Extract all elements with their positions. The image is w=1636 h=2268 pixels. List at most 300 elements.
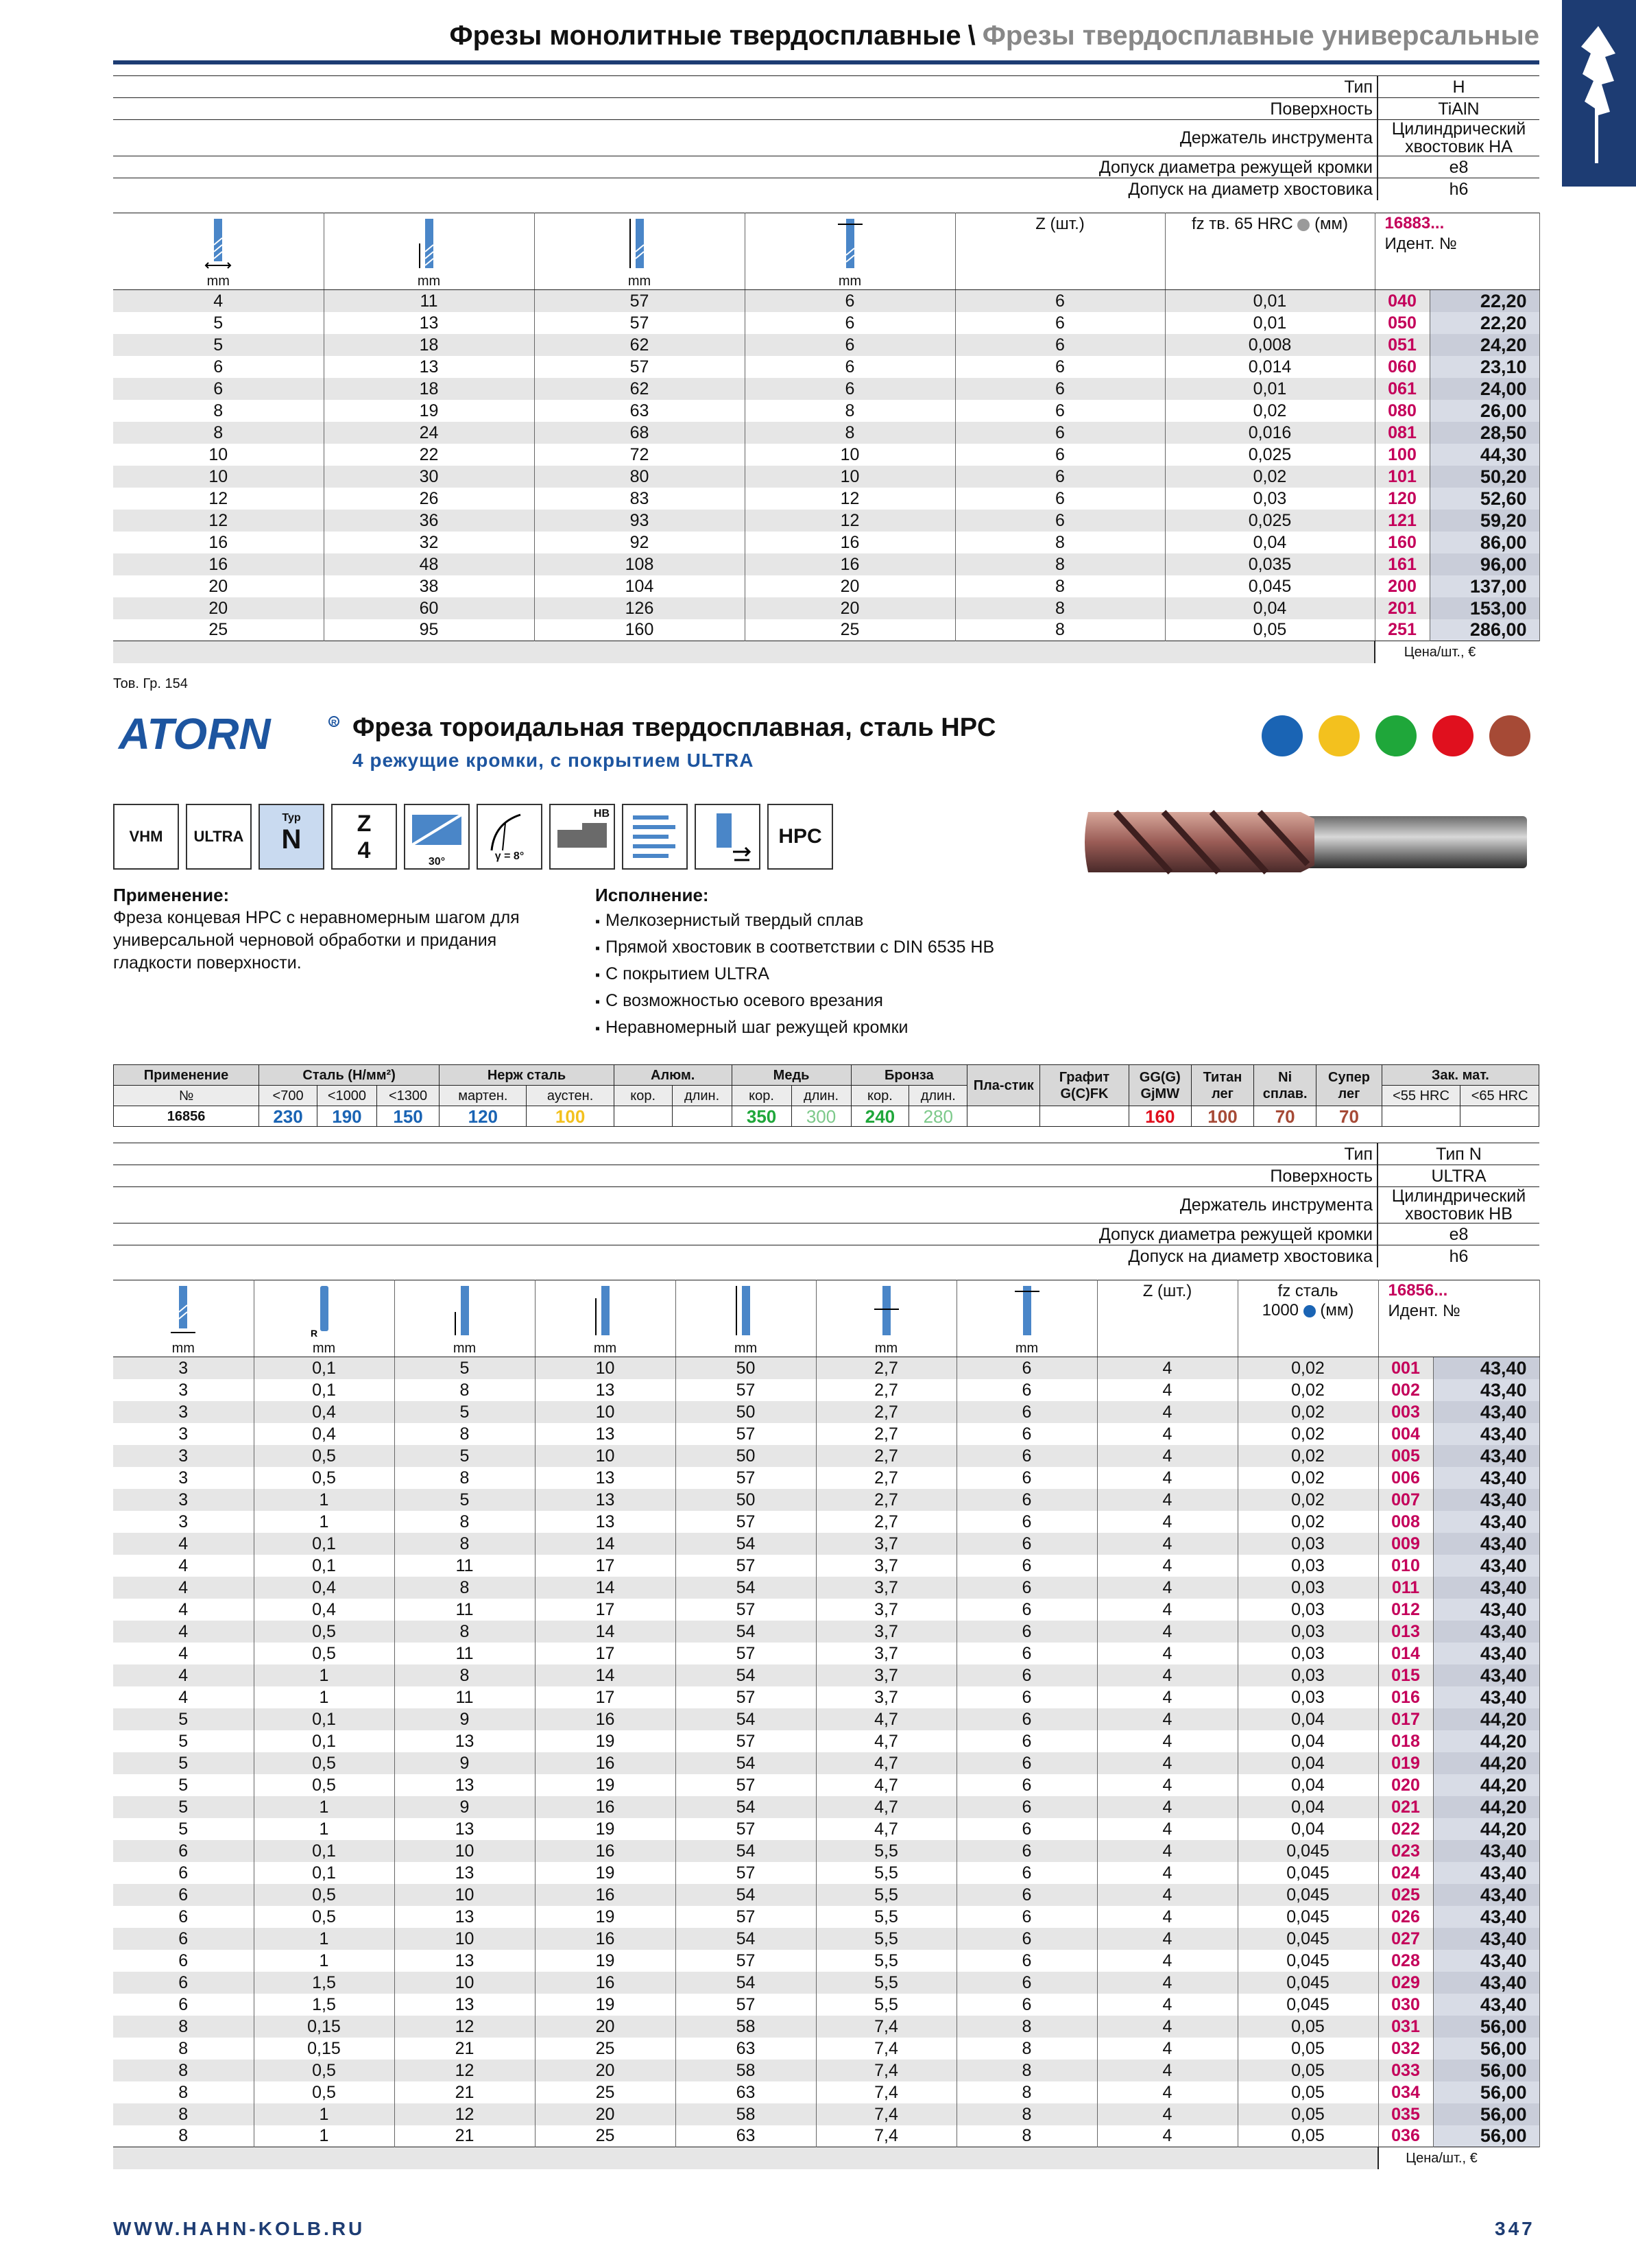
table-cell: 4 xyxy=(1097,1774,1238,1796)
table-cell: 4 xyxy=(1097,1577,1238,1599)
table-cell: 4 xyxy=(1097,1796,1238,1818)
table-cell: 12 xyxy=(745,488,955,510)
table-cell: 16 xyxy=(535,1752,675,1774)
table-row[interactable] xyxy=(113,2060,1539,2081)
table-cell: 4 xyxy=(1097,1730,1238,1752)
table-cell: 8 xyxy=(394,1621,535,1643)
table-cell: 10 xyxy=(113,466,324,488)
table-cell: 0,05 xyxy=(1238,2081,1378,2103)
table-cell: 0,04 xyxy=(1165,532,1375,553)
table-cell: 11 xyxy=(394,1686,535,1708)
table-cell: 6 xyxy=(955,488,1165,510)
execution-item: ▪ Прямой хвостовик в соответствии с DIN 6535 HB xyxy=(595,938,994,957)
table-cell: 0,04 xyxy=(1238,1818,1378,1840)
spec-value: e8 xyxy=(1378,1223,1539,1245)
table-cell: 17 xyxy=(535,1686,675,1708)
article-code: 035 xyxy=(1378,2103,1433,2125)
table-cell: 6 xyxy=(955,312,1165,334)
article-code: 024 xyxy=(1378,1862,1433,1884)
cutting-length-icon xyxy=(416,217,443,272)
table-cell: 126 xyxy=(534,597,745,619)
table-cell: 0,04 xyxy=(1238,1752,1378,1774)
table-cell: 0,15 xyxy=(254,2016,394,2038)
mat-v-al-short xyxy=(614,1106,672,1127)
table-cell: 18 xyxy=(324,334,534,356)
table-cell: 3 xyxy=(113,1445,254,1467)
table-cell: 4 xyxy=(1097,2060,1238,2081)
table-cell: 0,5 xyxy=(254,1643,394,1664)
table-cell: 16 xyxy=(535,1708,675,1730)
table-cell: 0,05 xyxy=(1238,2016,1378,2038)
mat-h-graphite: Графит G(C)FK xyxy=(1040,1065,1129,1106)
col-diameter-icon xyxy=(113,1280,254,1357)
table-row[interactable] xyxy=(113,1533,1539,1555)
table-cell: 7,4 xyxy=(816,2103,957,2125)
table-cell: 6 xyxy=(957,1950,1097,1972)
table-cell: 19 xyxy=(535,1730,675,1752)
price-cell: 44,20 xyxy=(1433,1774,1539,1796)
price-cell: 137,00 xyxy=(1430,575,1539,597)
article-code: 031 xyxy=(1378,2016,1433,2038)
table-cell: 57 xyxy=(675,1643,816,1664)
table-cell: 6 xyxy=(957,1840,1097,1862)
price-cell: 96,00 xyxy=(1430,553,1539,575)
table-cell: 6 xyxy=(745,356,955,378)
table-cell: 13 xyxy=(535,1379,675,1401)
price-cell: 44,20 xyxy=(1433,1752,1539,1774)
price-cell: 43,40 xyxy=(1433,1445,1539,1467)
table-row[interactable] xyxy=(113,2038,1539,2060)
table-row[interactable] xyxy=(113,1379,1539,1401)
rake-graphic-icon xyxy=(482,809,537,853)
table-row[interactable] xyxy=(113,444,1539,466)
mat-row-id: 16856 xyxy=(114,1106,259,1127)
table-cell: 4 xyxy=(113,1664,254,1686)
table-cell: 3,7 xyxy=(816,1643,957,1664)
table-cell: 0,1 xyxy=(254,1730,394,1752)
price-cell: 56,00 xyxy=(1433,2038,1539,2060)
table-cell: 17 xyxy=(535,1555,675,1577)
table-cell: 0,1 xyxy=(254,1840,394,1862)
table-cell: 57 xyxy=(675,1555,816,1577)
table-cell: 3,7 xyxy=(816,1533,957,1555)
table-row[interactable] xyxy=(113,290,1539,312)
spec-value: e8 xyxy=(1378,156,1539,178)
table-row[interactable] xyxy=(113,619,1539,641)
product-group: Тов. Гр. 154 xyxy=(113,676,188,691)
mat-v-lt1000: 190 xyxy=(317,1106,376,1127)
table-cell: 12 xyxy=(394,2016,535,2038)
table-cell: 57 xyxy=(675,1774,816,1796)
table-row[interactable] xyxy=(113,1511,1539,1533)
table-row[interactable] xyxy=(113,553,1539,575)
spec-label: Допуск диаметра режущей кромки xyxy=(113,1223,1378,1245)
table-cell: 62 xyxy=(534,334,745,356)
price-cell: 56,00 xyxy=(1433,2103,1539,2125)
table-cell: 6 xyxy=(957,1467,1097,1489)
table-cell: 4 xyxy=(113,1533,254,1555)
type-n-icon xyxy=(258,804,324,870)
table-cell: 16 xyxy=(113,532,324,553)
table-cell: 4 xyxy=(1097,1884,1238,1906)
price-cell: 56,00 xyxy=(1433,2016,1539,2038)
table-cell: 6 xyxy=(957,1928,1097,1950)
table-cell: 4 xyxy=(1097,1818,1238,1840)
table-cell: 83 xyxy=(534,488,745,510)
mat-h2-lt1300: <1300 xyxy=(376,1086,439,1106)
table-cell: 20 xyxy=(113,597,324,619)
table-cell: 13 xyxy=(535,1489,675,1511)
table-row[interactable] xyxy=(113,1599,1539,1621)
table-cell: 4,7 xyxy=(816,1708,957,1730)
spec-row xyxy=(113,1223,1539,1245)
table-cell: 16 xyxy=(745,553,955,575)
table-cell: 0,008 xyxy=(1165,334,1375,356)
total-length-icon xyxy=(732,1285,760,1339)
table-cell: 63 xyxy=(534,400,745,422)
table-row[interactable] xyxy=(113,2125,1539,2147)
section-tab[interactable] xyxy=(1562,0,1636,187)
spec-value: ULTRA xyxy=(1378,1165,1539,1187)
table-cell: 2,7 xyxy=(816,1357,957,1379)
mat-h-superalloy: Супер лег xyxy=(1316,1065,1382,1106)
table-cell: 0,4 xyxy=(254,1423,394,1445)
table-row[interactable] xyxy=(113,1950,1539,1972)
table-cell: 3,7 xyxy=(816,1555,957,1577)
cutting-length-icon xyxy=(451,1285,479,1339)
table-cell: 4 xyxy=(1097,1752,1238,1774)
mat-h2-austenitic: аустен. xyxy=(527,1086,614,1106)
mat-v-nickel: 70 xyxy=(1254,1106,1316,1127)
table-cell: 0,045 xyxy=(1238,1862,1378,1884)
article-code: 002 xyxy=(1378,1379,1433,1401)
table-row[interactable] xyxy=(113,1467,1539,1489)
table-cell: 13 xyxy=(394,1818,535,1840)
article-code: 121 xyxy=(1375,510,1430,532)
table-cell: 57 xyxy=(675,1686,816,1708)
table-cell: 57 xyxy=(675,1423,816,1445)
table-row[interactable] xyxy=(113,422,1539,444)
table-row[interactable] xyxy=(113,1928,1539,1950)
table-cell: 8 xyxy=(957,2103,1097,2125)
price-cell: 22,20 xyxy=(1430,312,1539,334)
table-cell: 0,02 xyxy=(1238,1467,1378,1489)
article-code: 020 xyxy=(1378,1774,1433,1796)
price-cell: 43,40 xyxy=(1433,1379,1539,1401)
table-row[interactable] xyxy=(113,1555,1539,1577)
table-cell: 6 xyxy=(955,378,1165,400)
table-cell: 8 xyxy=(394,1664,535,1686)
spec-label: Тип xyxy=(113,76,1378,98)
mat-h-aluminium: Алюм. xyxy=(614,1065,732,1086)
table-cell: 6 xyxy=(113,356,324,378)
price-unit-label: Цена/шт., € xyxy=(1375,641,1539,663)
spec-row xyxy=(113,76,1539,98)
table-row[interactable] xyxy=(113,1972,1539,1994)
table-row[interactable] xyxy=(113,400,1539,422)
table-cell: 14 xyxy=(535,1664,675,1686)
col-shank-diameter-icon xyxy=(745,213,955,290)
table-row[interactable] xyxy=(113,466,1539,488)
table-row[interactable] xyxy=(113,1906,1539,1928)
mat-h-titanium: Титан лег xyxy=(1191,1065,1253,1106)
table-row[interactable] xyxy=(113,1423,1539,1445)
unit-mm: mm xyxy=(312,1341,336,1356)
material-dot-steel xyxy=(1262,715,1303,756)
table-row[interactable] xyxy=(113,488,1539,510)
table-row[interactable] xyxy=(113,510,1539,532)
table-cell: 160 xyxy=(534,619,745,641)
table-row[interactable] xyxy=(113,1357,1539,1379)
table-cell: 6 xyxy=(957,1994,1097,2016)
table-cell: 0,025 xyxy=(1165,444,1375,466)
table-cell: 4 xyxy=(1097,1972,1238,1994)
table-row[interactable] xyxy=(113,1708,1539,1730)
table-cell: 0,4 xyxy=(254,1577,394,1599)
table-row[interactable] xyxy=(113,1621,1539,1643)
table-cell: 13 xyxy=(394,1730,535,1752)
table-cell: 4 xyxy=(1097,1621,1238,1643)
table-cell: 0,5 xyxy=(254,1884,394,1906)
table-cell: 21 xyxy=(394,2125,535,2147)
table-cell: 0,02 xyxy=(1238,1511,1378,1533)
table-cell: 4 xyxy=(1097,1555,1238,1577)
price-cell: 43,40 xyxy=(1433,1884,1539,1906)
table-cell: 54 xyxy=(675,1621,816,1643)
table-cell: 13 xyxy=(535,1423,675,1445)
table-row[interactable] xyxy=(113,1796,1539,1818)
price-cell: 43,40 xyxy=(1433,1357,1539,1379)
table-row[interactable] xyxy=(113,1774,1539,1796)
mat-h2-lt700: <700 xyxy=(259,1086,317,1106)
table-cell: 0,03 xyxy=(1165,488,1375,510)
mat-h2-cu-long: длин. xyxy=(791,1086,851,1106)
spec-table-2 xyxy=(113,1143,1539,1267)
table-row[interactable] xyxy=(113,597,1539,619)
price-cell: 43,40 xyxy=(1433,1401,1539,1423)
table-cell: 3 xyxy=(113,1467,254,1489)
table-cell: 93 xyxy=(534,510,745,532)
table-cell: 5,5 xyxy=(816,1862,957,1884)
mat-h2-br-long: длин. xyxy=(909,1086,967,1106)
table-cell: 1 xyxy=(254,2125,394,2147)
table-cell: 6 xyxy=(957,1643,1097,1664)
table-cell: 4 xyxy=(1097,2081,1238,2103)
article-code: 033 xyxy=(1378,2060,1433,2081)
table-row[interactable] xyxy=(113,1884,1539,1906)
table-cell: 0,04 xyxy=(1165,597,1375,619)
table-row[interactable] xyxy=(113,1840,1539,1862)
table-row[interactable] xyxy=(113,312,1539,334)
mat-v-cu-short: 350 xyxy=(732,1106,791,1127)
z-letter: Z xyxy=(357,811,372,837)
mat-h2-no: № xyxy=(114,1086,259,1106)
table-cell: 2,7 xyxy=(816,1423,957,1445)
type-letter: N xyxy=(281,824,302,855)
price-cell: 43,40 xyxy=(1433,1467,1539,1489)
table-cell: 6 xyxy=(957,1423,1097,1445)
table-cell: 8 xyxy=(113,2081,254,2103)
table-cell: 3 xyxy=(113,1423,254,1445)
article-code: 251 xyxy=(1375,619,1430,641)
mat-h-cast-iron: GG(G) GjMW xyxy=(1129,1065,1191,1106)
article-code: 009 xyxy=(1378,1533,1433,1555)
table-cell: 8 xyxy=(113,400,324,422)
table-cell: 0,03 xyxy=(1238,1664,1378,1686)
table-row[interactable] xyxy=(113,1401,1539,1423)
table-row[interactable] xyxy=(113,532,1539,553)
table-cell: 2,7 xyxy=(816,1379,957,1401)
footer-spacer xyxy=(113,641,1375,663)
blue-dot-icon xyxy=(1303,1305,1316,1317)
id-label: Идент. № xyxy=(1384,235,1457,253)
table-row[interactable] xyxy=(113,378,1539,400)
article-code: 014 xyxy=(1378,1643,1433,1664)
table-row[interactable] xyxy=(113,2016,1539,2038)
table-row[interactable] xyxy=(113,1489,1539,1511)
mat-h2-lt1000: <1000 xyxy=(317,1086,376,1106)
table-cell: 25 xyxy=(745,619,955,641)
table-cell: 5 xyxy=(394,1401,535,1423)
price-cell: 28,50 xyxy=(1430,422,1539,444)
total-length-icon xyxy=(626,217,653,272)
table-row[interactable] xyxy=(113,1994,1539,2016)
product-table-2 xyxy=(113,1280,1540,2169)
table-row[interactable] xyxy=(113,575,1539,597)
table-cell: 6 xyxy=(957,1796,1097,1818)
table-cell: 6 xyxy=(957,1555,1097,1577)
spec-row xyxy=(113,156,1539,178)
table-cell: 6 xyxy=(745,334,955,356)
table-row[interactable] xyxy=(113,2081,1539,2103)
cutter-diameter-icon xyxy=(169,1285,197,1339)
table-cell: 9 xyxy=(394,1752,535,1774)
price-cell: 43,40 xyxy=(1433,1489,1539,1511)
footer-website-link[interactable]: WWW.HAHN-KOLB.RU xyxy=(113,2218,365,2239)
table-cell: 5 xyxy=(113,1774,254,1796)
table-cell: 60 xyxy=(324,597,534,619)
mat-h-stainless: Нерж сталь xyxy=(440,1065,614,1086)
article-code: 034 xyxy=(1378,2081,1433,2103)
table-cell: 4 xyxy=(1097,1379,1238,1401)
table-cell: 8 xyxy=(955,553,1165,575)
table-cell: 18 xyxy=(324,378,534,400)
page-number: 347 xyxy=(1495,2218,1535,2239)
price-cell: 43,40 xyxy=(1433,1423,1539,1445)
application-heading: Применение: xyxy=(113,885,230,905)
table-row[interactable] xyxy=(113,1643,1539,1664)
spec-label: Поверхность xyxy=(113,1165,1378,1187)
article-code: 018 xyxy=(1378,1730,1433,1752)
mat-h-nickel: Ni сплав. xyxy=(1254,1065,1316,1106)
table-cell: 0,04 xyxy=(1238,1730,1378,1752)
fz-label: fz сталь xyxy=(1277,1282,1338,1300)
table-cell: 6 xyxy=(957,1445,1097,1467)
table-cell: 0,03 xyxy=(1238,1599,1378,1621)
table-cell: 4,7 xyxy=(816,1752,957,1774)
table-row[interactable] xyxy=(113,1577,1539,1599)
price-cell: 43,40 xyxy=(1433,1906,1539,1928)
price-cell: 22,20 xyxy=(1430,290,1539,312)
table-cell: 20 xyxy=(113,575,324,597)
corner-radius-icon xyxy=(311,1285,338,1339)
price-cell: 43,40 xyxy=(1433,1621,1539,1643)
table-cell: 6 xyxy=(957,1686,1097,1708)
table-cell: 57 xyxy=(675,1818,816,1840)
table-cell: 6 xyxy=(113,1950,254,1972)
table-cell: 57 xyxy=(675,1950,816,1972)
col-fz-header xyxy=(1165,213,1375,290)
table-cell: 4 xyxy=(1097,1357,1238,1379)
table-cell: 6 xyxy=(955,334,1165,356)
table-row[interactable] xyxy=(113,1862,1539,1884)
table-cell: 6 xyxy=(113,1862,254,1884)
table-cell: 4 xyxy=(1097,1906,1238,1928)
table-cell: 30 xyxy=(324,466,534,488)
table-row[interactable] xyxy=(113,1445,1539,1467)
article-code: 026 xyxy=(1378,1906,1433,1928)
spec-row xyxy=(113,178,1539,200)
table-cell: 6 xyxy=(745,290,955,312)
table-row[interactable] xyxy=(113,1752,1539,1774)
price-cell: 153,00 xyxy=(1430,597,1539,619)
table-cell: 4 xyxy=(1097,1686,1238,1708)
end-mill-photo xyxy=(1081,802,1534,878)
table-cell: 6 xyxy=(955,290,1165,312)
table-row[interactable] xyxy=(113,1730,1539,1752)
table-cell: 16 xyxy=(113,553,324,575)
table-cell: 0,1 xyxy=(254,1555,394,1577)
table-row[interactable] xyxy=(113,356,1539,378)
unit-mm: mm xyxy=(417,274,441,289)
table-row[interactable] xyxy=(113,1686,1539,1708)
table-cell: 12 xyxy=(394,2103,535,2125)
article-code: 019 xyxy=(1378,1752,1433,1774)
table-cell: 8 xyxy=(113,2125,254,2147)
table-cell: 38 xyxy=(324,575,534,597)
table-cell: 8 xyxy=(394,1423,535,1445)
table-cell: 19 xyxy=(535,1950,675,1972)
mat-h-plastic: Пла-стик xyxy=(967,1065,1040,1106)
spec-value: Цилиндрический хвостовик HA xyxy=(1378,120,1539,156)
table-row[interactable] xyxy=(113,334,1539,356)
id-label: Идент. № xyxy=(1388,1302,1460,1320)
table-cell: 58 xyxy=(675,2060,816,2081)
price-cell: 43,40 xyxy=(1433,1972,1539,1994)
price-cell: 56,00 xyxy=(1433,2060,1539,2081)
table-cell: 8 xyxy=(394,1533,535,1555)
price-cell: 43,40 xyxy=(1433,1994,1539,2016)
table-cell: 5 xyxy=(113,1730,254,1752)
shank-hb-icon xyxy=(549,804,615,870)
article-code: 007 xyxy=(1378,1489,1433,1511)
table-cell: 0,016 xyxy=(1165,422,1375,444)
table-row[interactable] xyxy=(113,1664,1539,1686)
table-cell: 4 xyxy=(1097,2125,1238,2147)
mat-v-graphite xyxy=(1040,1106,1129,1127)
table-cell: 6 xyxy=(957,1774,1097,1796)
mat-h2-br-short: кор. xyxy=(851,1086,909,1106)
article-code: 016 xyxy=(1378,1686,1433,1708)
table-row[interactable] xyxy=(113,1818,1539,1840)
article-code: 101 xyxy=(1375,466,1430,488)
table-cell: 8 xyxy=(113,2016,254,2038)
table-cell: 8 xyxy=(957,2125,1097,2147)
table-row[interactable] xyxy=(113,2103,1539,2125)
svg-text:R: R xyxy=(310,1328,317,1339)
roughing-graphic-icon xyxy=(627,811,682,866)
table-cell: 6 xyxy=(113,1928,254,1950)
